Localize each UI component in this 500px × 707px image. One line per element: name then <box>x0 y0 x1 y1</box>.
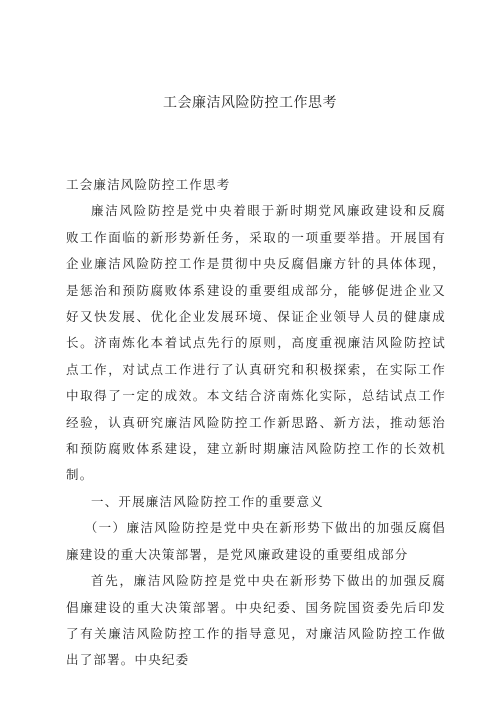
document-subtitle: 工会廉洁风险防控工作思考 <box>66 177 231 192</box>
intro-paragraph: 廉洁风险防控是党中央着眼于新时期党风廉政建设和反腐败工作面临的新形势新任务，采取的一项重要举措。开展国有企业廉洁风险防控工作是贯彻中央反腐倡廉方针的具体体现，是惩治和预防腐败体系建设的重要组成部分，能够促进企业又好又快发展、优化企业发展环境、保证企业领导人员的健康成长。济南炼化本着试点先行的原则，高度重视廉洁风险防控试点工作，对试点工作进行了认真研究和积极探索，在实际工作中取得了一定的成效。本文结合济南炼化实际，总结试点工作经验，认真研究廉洁风险防控工作新思路、新方法，推动惩治和预防腐败体系建设，建立新时期廉洁风险防控工作的长效机制。 <box>66 203 446 483</box>
section-heading: 一、开展廉洁风险防控工作的重要意义 <box>91 493 324 509</box>
document-title: 工会廉洁风险防控工作思考 <box>163 95 337 111</box>
subsection-heading: （一）廉洁风险防控是党中央在新形势下做出的加强反腐倡廉建设的重大决策部署，是党风廉政建设的重要组成部分 <box>66 520 446 562</box>
document-body <box>66 172 446 674</box>
body-paragraph: 首先，廉洁风险防控是党中央在新形势下做出的加强反腐倡廉建设的重大决策部署。中央纪委、国务院国资委先后印发了有关廉洁风险防控工作的指导意见，对廉洁风险防控工作做出了部署。中央纪委 <box>66 573 446 668</box>
